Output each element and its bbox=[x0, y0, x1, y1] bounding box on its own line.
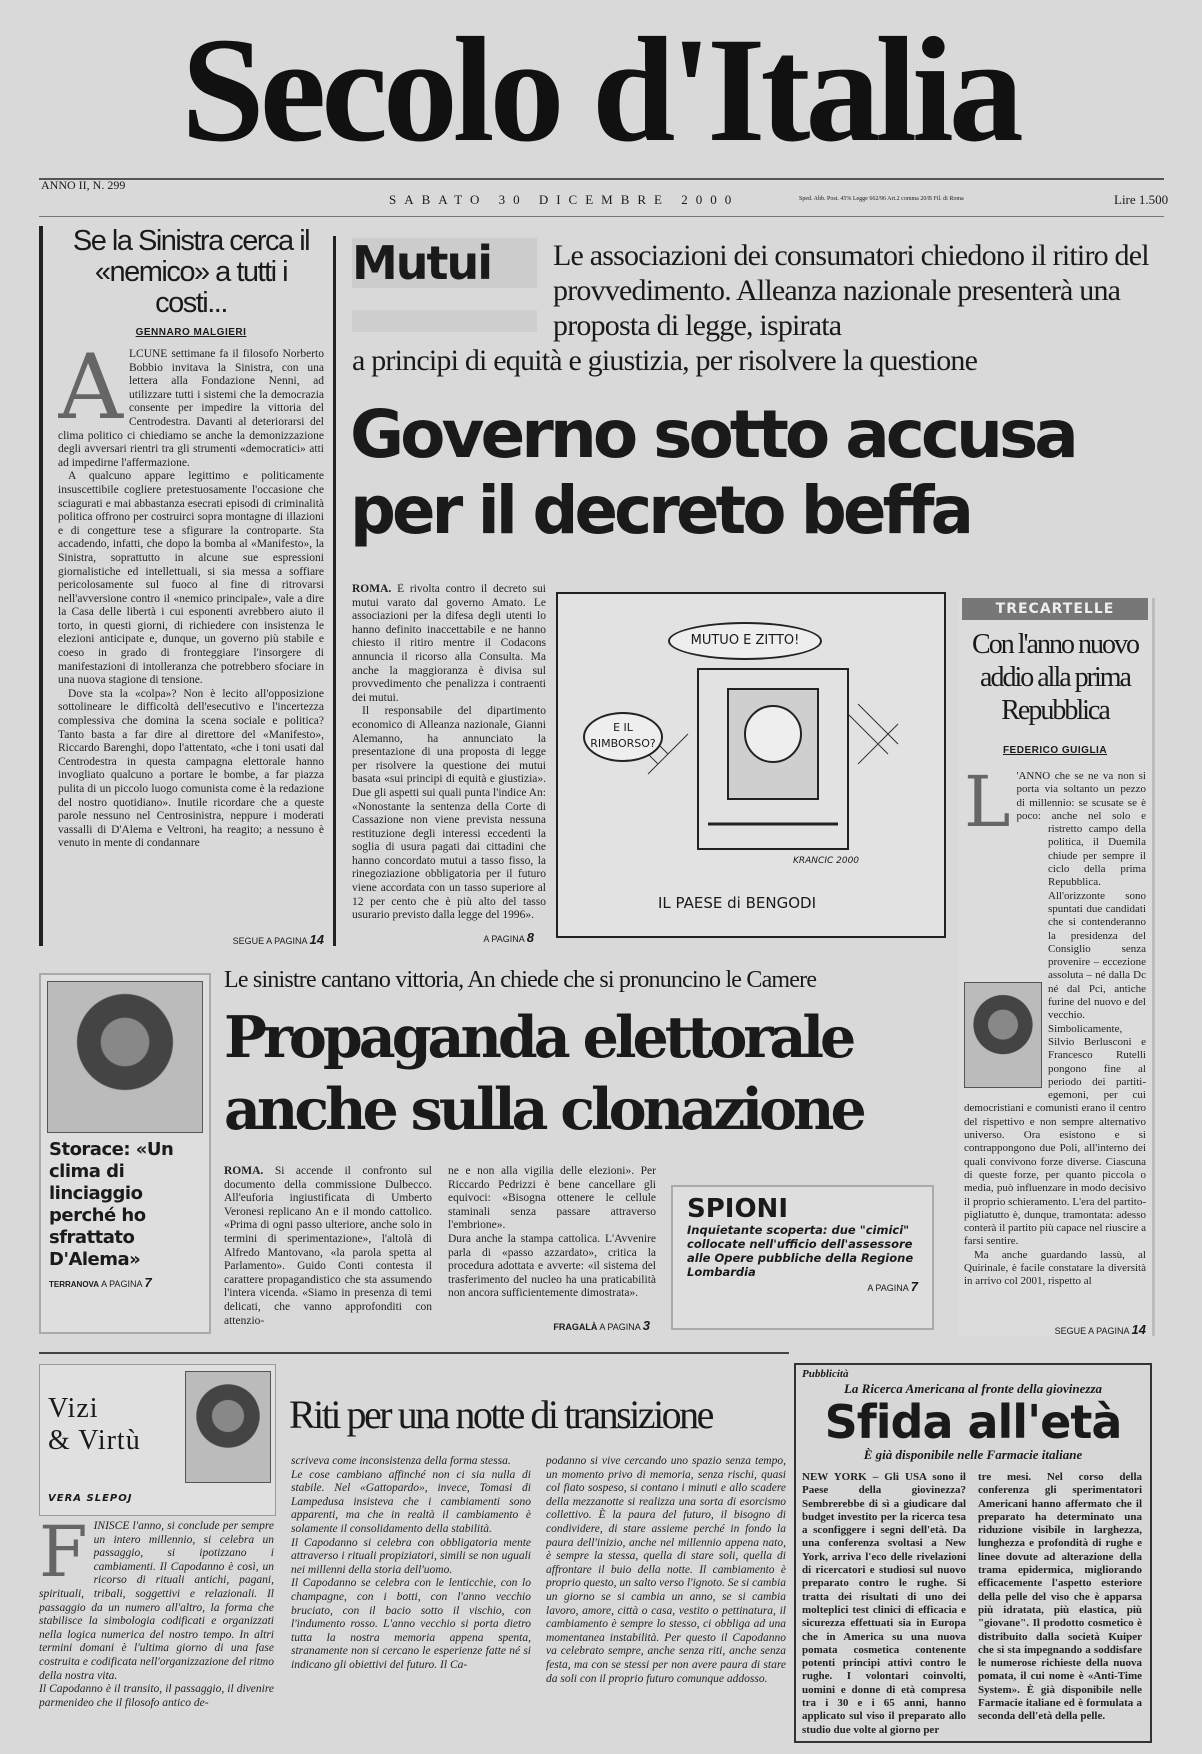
propaganda-continued[interactable] bbox=[470, 1318, 650, 1333]
editorial-headline: Se la Sinistra cerca il «nemico» a tutti i costi... bbox=[72, 225, 310, 319]
spioni-title: SPIONI bbox=[687, 1194, 788, 1224]
kicker-block bbox=[352, 238, 537, 332]
section-rule bbox=[39, 1352, 789, 1354]
continued-page: 3 bbox=[642, 1318, 650, 1333]
continued-label: A PAGINA bbox=[599, 1322, 641, 1332]
propaganda-kicker: Le sinistre cantano vittoria, An chiede che si pronuncino le Camere bbox=[224, 967, 817, 993]
issue-date: SABATO 30 DICEMBRE 2000 bbox=[389, 192, 740, 207]
riti-headline: Riti per una notte di transizione bbox=[289, 1392, 712, 1437]
lead-top bbox=[352, 238, 1152, 378]
slepoj-photo bbox=[185, 1371, 271, 1483]
ad-subhead: È già disponibile nelle Farmacie italiane bbox=[863, 1447, 1083, 1462]
lead-headline bbox=[350, 397, 1140, 549]
trecartelle-body bbox=[964, 770, 1146, 1300]
continued-label: SEGUE A PAGINA bbox=[232, 936, 308, 946]
continued-page: 7 bbox=[910, 1279, 918, 1294]
storace-continued[interactable] bbox=[49, 1275, 201, 1290]
editorial-column bbox=[58, 226, 324, 868]
riti-col1: scriveva come inconsistenza della forma stessa. Le cose cambiano affinché non ci sia nulla di stabile. Nel «Gattopardo», invece, Tomasi di Lampedusa insisteva che i cambiamenti sono apparenti, ma che in realtà il cambiamento è solamente il consolidamento della stabilità. Il Capodanno si celebra con obbligatoria mente attraverso i rituali propiziatori, simili se non uguali nei millenni della storia dell'uomo. Il Capodanno se celebra con le lenticchie, con lo champagne, con i botti, con l'anno vecchio bruciato, con il bacio sotto il vischio, con l'indumento rosso. L'anno vecchio si porta dietro tutta la nostra memoria appena spenta, stranamente non si cercano le esperienze fatte né si indicano gli obiettivi del futuro. Il Ca- bbox=[291, 1455, 531, 1671]
vizi-text: INISCE l'anno, si conclude per sempre un intero millennio, si celebra un passaggio, si ipotizzano i cambiamenti. Il Capodanno è così, un ricorso di rituali antichi, pagani, spirituali, tribali, soggettivi e relazionali. Il passaggio da un numero all'altro, la forma che stabilisce la simbologia codificati e organizzati nella logica numerica del nostro tempo. In altri termini domani è l'ultima giorno di una fase costruita e codificata nell'organizzazione del ritmo della nostra vita. Il Capodanno è il transito, il passaggio, il divenire parmenideo che il filosofo antico de- bbox=[39, 1520, 274, 1709]
postal-info: Sped. Abb. Post. 45% Legge 662/96 Art.2 comma 20/B Fil. di Roma bbox=[799, 196, 964, 202]
speech-bubble: E IL RIMBORSO? bbox=[583, 712, 663, 762]
column-rule bbox=[39, 226, 43, 946]
spioni-text: Inquietante scoperta: due "cimici" collocate nell'ufficio dell'assessore alle Opere pubbliche della Regione Lombardia bbox=[687, 1223, 914, 1279]
continued-page: 14 bbox=[1131, 1322, 1146, 1337]
cartoon bbox=[556, 592, 946, 938]
continued-label: A PAGINA bbox=[483, 934, 525, 944]
trecartelle-column bbox=[958, 598, 1155, 1336]
trecartelle-paragraph: 'ANNO che se ne va non si porta via soltanto un pezzo di millennio: se scusate se è poco: anche nel solo e ristretto campo della politica, il Duemila chiude per sempre il ciclo della prima Repubblica. All'orizzonte sono spuntati due candidati che si contenderanno la presidenza del Consiglio senza provenire – eccezione assoluta – né dalla Dc né dal Pci, antiche furine del nuovo e del vecchio. Simbolicamente, Silvio Berlusconi e Francesco Rutelli pongono fine al periodo dei partiti-egemoni, per cui democristiani e comunisti erano il centro del rispettivo e non sempre alternativo universo. Ora esistono e si contrappongono due Poli, all'interno dei quali convivono forze diverse. Ciascuna di queste forze, per quanto piccola o media, può influenzare in modo decisivo il proprio schieramento. L'era del partito-pigliatutto è, dunque, tramontata: adesso conterà il partito più capace nel riuscire a farsi sentire. bbox=[964, 770, 1146, 1248]
riti-headline-line bbox=[289, 1390, 789, 1440]
propaganda-col1 bbox=[224, 1165, 432, 1330]
continued-label: SEGUE A PAGINA bbox=[1054, 1326, 1130, 1336]
lead-deck-line2: a principi di equità e giustizia, per risolvere la questione bbox=[352, 344, 978, 377]
vizi-byline: VERA SLEPOJ bbox=[48, 1493, 133, 1504]
trecartelle-headline: Con l'anno nuovo addio alla prima Repubblica bbox=[972, 629, 1138, 726]
storace-quote: Storace: «Un clima di linciaggio perché ho sfrattato D'Alema» bbox=[49, 1139, 174, 1270]
vizi-title-line2: & Virtù bbox=[48, 1425, 141, 1456]
ad-label: Pubblicità bbox=[802, 1368, 849, 1380]
spioni-continued[interactable] bbox=[687, 1279, 918, 1294]
continued-label: A PAGINA bbox=[867, 1283, 909, 1293]
trecartelle-paragraph: Ma anche guardando lassù, al Quirinale, è facile constatare la diversità in arrivo col 2001, rispetto al bbox=[964, 1248, 1146, 1288]
riti-col2: podanno si vive cercando uno spazio senza tempo, un momento privo di memoria, senza rischi, quasi col fiato sospeso, si contano i minuti e allo scadere della mezzanotte si realizza una sorta di esorcismo collettivo. È la paura del futuro, il bisogno di condividere, di stare assieme perché in fondo la paura dell'inizio, anche nel millennio appena nato, è sempre la stessa, quella di stare soli, quella di affrontare il buio della notte. Il cambiamento è proprio questo, un salto verso l'ignoto. Se si cambia un giorno se si cambia un anno, se si cambia lavoro, amore, città o casa, vestito o pettinatura, il cambiamento è sempre lo stesso, ci obbliga ad una momentanea instabilità. Per questo il Capodanno va celebrato sempre, anche senza riti, anche senza festa, ma con se stessi per non avere paura di stare da soli con il proprio futuro comunque addosso. bbox=[546, 1455, 786, 1685]
storace-photo bbox=[47, 981, 203, 1133]
editorial-paragraph: LCUNE settimane fa il filosofo Norberto Bobbio invitava la Sinistra, con una lettera alla Fondazione Nenni, ad utilizzare tutti i sistemi che la democrazia consente per impedire la vittoria del Centrodestra. Davanti al deteriorarsi del clima politico ci chiediamo se anche la demonizzazione degli avversari rientri tra gli strumenti «democratici» atti ad impedirne l'affermazione. bbox=[58, 348, 324, 469]
editorial-body bbox=[58, 348, 324, 868]
guiglia-photo bbox=[964, 982, 1042, 1088]
lead-dateline: ROMA. bbox=[352, 583, 392, 595]
lead-kicker: Mutui bbox=[352, 238, 537, 288]
issue-number: ANNO II, N. 299 bbox=[41, 178, 126, 192]
vizi-dropcap: F bbox=[39, 1520, 88, 1593]
ad-headline: Sfida all'età bbox=[824, 1395, 1122, 1449]
propaganda-kicker-line bbox=[224, 966, 944, 994]
speech-bubble: MUTUO E ZITTO! bbox=[668, 622, 822, 660]
storace-box bbox=[39, 973, 211, 1334]
trecartelle-byline: FEDERICO GUIGLIA bbox=[1002, 745, 1108, 756]
editorial-continued[interactable] bbox=[160, 932, 324, 947]
editorial-paragraph: A qualcuno appare legittimo e politicamente insuscettibile cogliere pretestuosamente l'occasione che sciagurati e mai abbastanza esecrati episodi di criminalità politica offrono per costruirci sopra montagne di illazioni e di congetture tese a sfigurare la controparte. Sta accadendo, infatti, che dopo la bomba al «Manifesto», la Sinistra, soprattutto in alcune sue espressioni giornalistiche ed intellettuali, si sia messa a soffiare pericolosamente sul fuoco al fine di ritrovarsi nell'avversione contro il «nemico principale», vale a dire la Casa delle libertà i cui esponenti avrebbero aiuto il torto, in questi giorni, di richiedere con insistenza le elezioni anticipate e, dunque, un governo più stabile e coeso in grado di fronteggiare l'insorgere di manifestazioni di intolleranza che potrebbero sfociare in una nuova stagione di tensione. bbox=[58, 470, 324, 687]
vizi-title-line1: Vizi bbox=[48, 1393, 99, 1424]
vizi-title bbox=[48, 1393, 141, 1457]
propaganda-dateline: ROMA. bbox=[224, 1165, 264, 1177]
propaganda-headline bbox=[224, 1002, 964, 1146]
ad-col1: NEW YORK – Gli USA sono il Paese della giovinezza? Sembrerebbe di sì a giudicare dal budget investito per la ricerca tesa a sconfiggere i segni dell'età. Da una conferenza svoltasi a New York, arriva l'eco delle rivelazioni di ricercatori e studiosi sul nuovo preparato contro le rughe. Si tratta dei risultati di uno dei molteplici test clinici di efficacia e sicurezza effettuati sia in Europa che in America su una nuova pomata cosmetica contenente potenti principi attivi contro le rughe. I volontari coinvolti, uomini e donne di età compresa tra i 30 e i 65 anni, hanno applicato sul viso il preparato allo studio due volte al giorno per bbox=[802, 1471, 966, 1736]
trecartelle-continued[interactable] bbox=[1000, 1322, 1146, 1337]
column-rule bbox=[333, 236, 336, 946]
ad-headline-line bbox=[802, 1397, 1144, 1447]
price: Lire 1.500 bbox=[1114, 192, 1169, 207]
spioni-box bbox=[671, 1185, 934, 1330]
vizi-box bbox=[39, 1364, 276, 1516]
editorial-dropcap: A bbox=[58, 348, 123, 440]
lead-body bbox=[352, 583, 546, 923]
propaganda-headline-line1: Propaganda elettorale bbox=[224, 1004, 853, 1071]
lead-headline-line2: per il decreto beffa bbox=[350, 472, 970, 549]
lead-headline-line1: Governo sotto accusa bbox=[350, 396, 1075, 473]
continued-page: 7 bbox=[144, 1275, 152, 1290]
propaganda-headline-line2: anche sulla clonazione bbox=[224, 1076, 863, 1143]
propaganda-col2: ne e non alla vigilia delle elezioni». Per Riccardo Pedrizzi è bene cancellare gli equivoci: «Bisogna ottenere le cellule staminali senza passare attraverso l'embrione». Dura anche la stampa cattolica. L'Avvenire parla di «passo azzardato», critica la procedura adottata e avverte: «il sistema del trasferimento del nucleo ha una praticabilità non ancora sufficientemente dimostrata». bbox=[448, 1165, 656, 1300]
lead-paragraph: È rivolta contro il decreto sui mutui varato dal governo Amato. Le associazioni per la difesa degli utenti lo hanno definito inaccettabile e ne hanno chiesto il ritiro mentre il Codacons annuncia il ricorso alla Consulta. Ma anche la maggioranza è divisa sul provvedimento che penalizza i contraenti dei mutui. bbox=[352, 583, 546, 704]
trecartelle-label: TRECARTELLE bbox=[962, 598, 1148, 620]
kicker-shade bbox=[352, 310, 537, 332]
masthead-title: Secolo d'Italia bbox=[181, 7, 1019, 173]
cartoon-signature: KRANCIC 2000 bbox=[793, 856, 860, 866]
continued-label: A PAGINA bbox=[101, 1279, 142, 1289]
masthead bbox=[100, 8, 1100, 173]
ad-box bbox=[794, 1363, 1152, 1743]
continued-page: 8 bbox=[526, 930, 534, 945]
lead-continued[interactable] bbox=[400, 930, 534, 945]
masthead-dateline bbox=[39, 178, 1169, 217]
lead-deck-line1: Le associazioni dei consumatori chiedono il ritiro del provvedimento. Alleanza nazionale presenterà una proposta di legge, ispirata bbox=[553, 239, 1149, 342]
editorial-byline: GENNARO MALGIERI bbox=[135, 327, 247, 338]
cartoon-caption: IL PAESE di BENGODI bbox=[658, 894, 816, 912]
editorial-paragraph: Dove sta la «colpa»? Non è lecito all'opposizione sottolineare le difficoltà dell'esecutivo e l'incertezza complessiva che domina la scena sociale e politica? Tanto basta a far dire al direttore del «Manifesto», Riccardo Barenghi, dopo l'attentato, «che i toni usati dal Centrodestra in questa campagna elettorale hanno invogliato qualcuno a portare le bombe, a far piazza pulita di un piccolo luogo comunista come è la redazione del nostro quotidiano». Inutile ricordare che a queste parole nessuno nel Centrosinistra, neppure i moderati vassalli di D'Alema e Veltroni, ha reagito; a nessuno è venuto in mente di condannare bbox=[58, 687, 324, 850]
ad-col2: tre mesi. Nel corso della conferenza gli sperimentatori Americani hanno affermato che il preparato ha determinato una riduzione visibile in larghezza, lunghezza e profondità di rughe e linee dovute ad alterazione della trama epidermica, migliorando efficacemente l'aspetto esteriore della pelle del viso che è apparsa più idratata, più elastica, più "giovane". Il prodotto cosmetico è distribuito dalla società Kuiper che si sta impegnando a soddisfare le numerose richieste della nuova pomata, il cui nome è «Anti-Time System». È già disponibile nelle Farmacie italiane ed è formulata a seconda dell'età della pelle. bbox=[978, 1471, 1142, 1723]
propaganda-text: Si accende il confronto sul documento della commissione Dulbecco. All'euforia ingiustificata di Umberto Veronesi replicano An e il mondo cattolico. «Prima di ogni passo ulteriore, anche solo in termini di sperimentazione», l'altolà di Alfredo Mantovano, «la parola spetta al Parlamento». Guido Conti contesta il carattere propagandistico che sta assumendo l'intera vicenda. «Siamo in presenza di temi delicati, che vanno approfonditi con attenzio- bbox=[224, 1165, 432, 1327]
continued-byline: TERRANOVA bbox=[49, 1280, 100, 1289]
lead-paragraph: Il responsabile del dipartimento economico di Alleanza nazionale, Gianni Alemanno, ha annunciato la presentazione di una proposta di legge per risolvere la questione dei mutui basata «sui principi di equità e giustizia». Due gli aspetti sui quali punta l'indice An: «Nonostante la sentenza della Corte di Cassazione non viene prevista nessuna restituzione degli interessi eccedenti la soglia di usura pagati dai cittadini che hanno concordato mutui a tasso fisso, la rinegoziazione obbligatoria per il futuro viene accordata con un tasso superiore al 12 per cento che è più alto del tasso usurario previsto dalla legge del 1996». bbox=[352, 705, 546, 922]
continued-byline: FRAGALÀ bbox=[553, 1322, 598, 1332]
ad-kicker: La Ricerca Americana al fronte della giovinezza bbox=[843, 1381, 1103, 1396]
trecartelle-dropcap: L bbox=[964, 770, 1011, 843]
vizi-body bbox=[39, 1520, 274, 1744]
continued-page: 14 bbox=[309, 932, 324, 947]
